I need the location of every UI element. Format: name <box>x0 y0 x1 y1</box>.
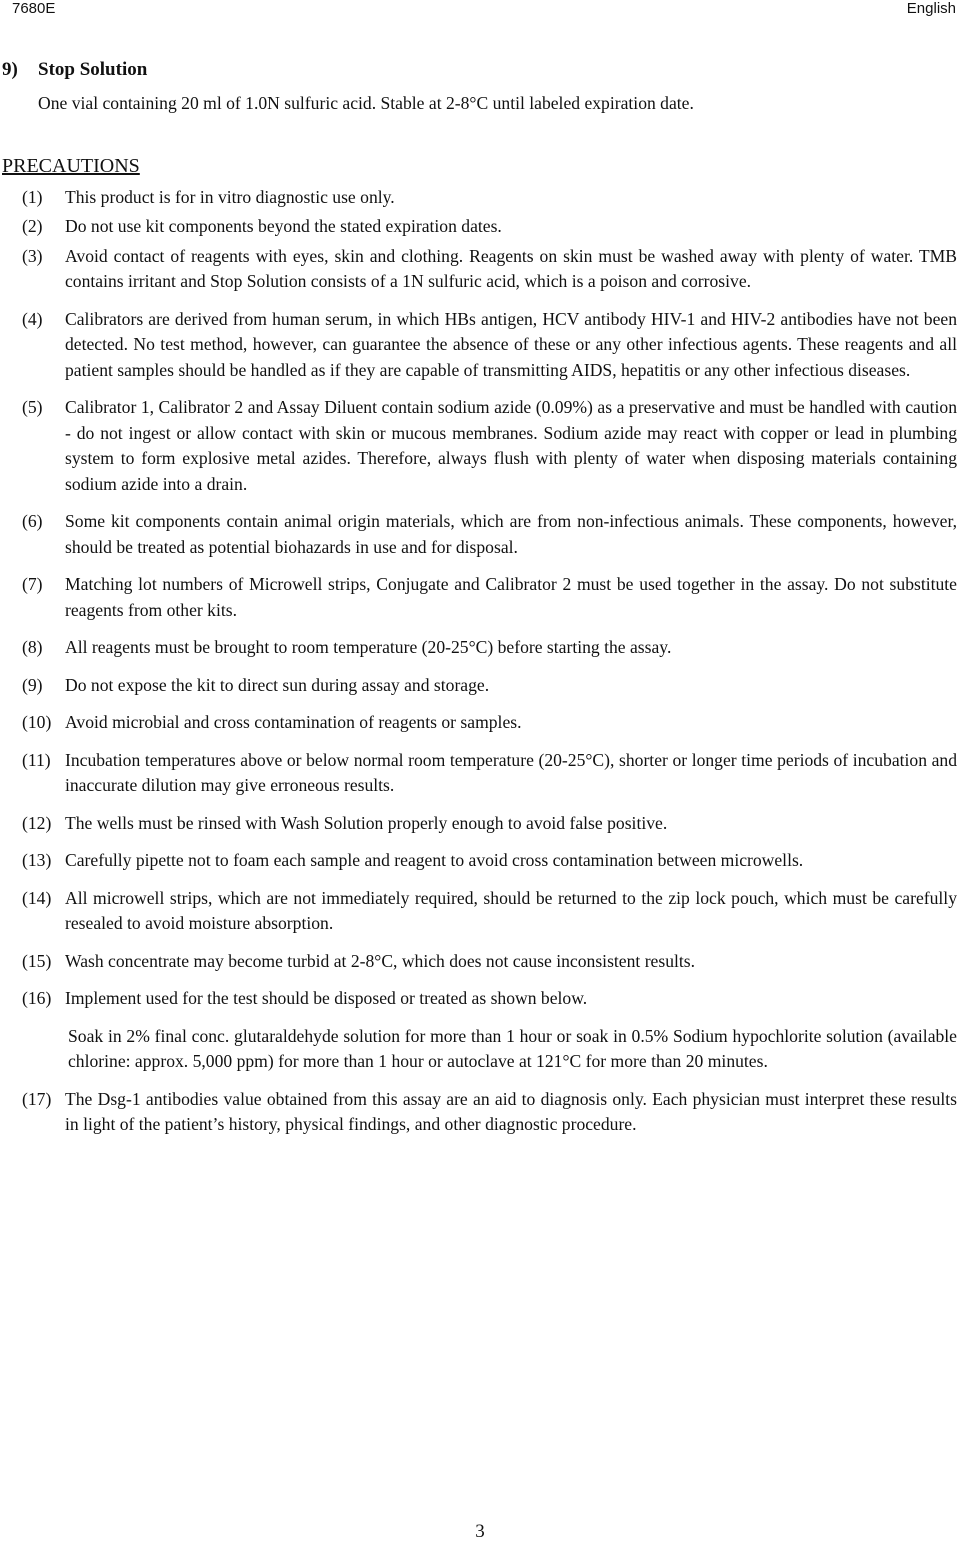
item-number: (3) <box>22 245 43 266</box>
item-text: This product is for in vitro diagnostic use only. <box>65 186 395 207</box>
item-number: (11) <box>22 749 51 770</box>
item-number: (7) <box>22 574 43 594</box>
precaution-item <box>2 748 957 799</box>
precaution-item <box>2 886 957 937</box>
page-number: 3 <box>475 1521 485 1542</box>
precaution-item <box>2 710 957 736</box>
precaution-item <box>2 244 957 295</box>
document-language: English <box>906 0 956 17</box>
disposal-instructions: Soak in 2% final conc. glutaraldehyde solution for more than 1 hour or soak in 0.5% Sodium hypochlorite solution (available chlorine: approx. 5,000 ppm) for more than 1 hour or autoclave at 121°C for more than 20 minutes. <box>68 1025 957 1071</box>
precaution-item <box>2 214 957 240</box>
precaution-item <box>2 811 957 837</box>
page-header <box>0 0 960 22</box>
precaution-item <box>2 635 957 661</box>
item-number: (10) <box>22 712 52 732</box>
item-number: (12) <box>22 812 52 833</box>
document-body <box>2 57 957 1138</box>
item-text: Incubation temperatures above or below normal room temperature (20-25°C), shorter or longer time periods of incubation and inaccurate dilution may give erroneous results. <box>65 749 957 795</box>
stop-solution-heading <box>2 57 957 83</box>
item-text: The Dsg-1 antibodies value obtained from this assay are an aid to diagnosis only. Each physician must interpret these results in light of the patient’s history, physical findings, and other diagnostic procedure. <box>65 1088 957 1134</box>
item-number: (8) <box>22 637 43 657</box>
precaution-item <box>2 307 957 384</box>
precaution-item <box>2 395 957 497</box>
item-number: (9) <box>22 674 43 695</box>
item-text: Calibrators are derived from human serum, in which HBs antigen, HCV antibody HIV-1 and HIV-2 antibodies have not been detected. No test method, however, can guarantee the absence of these or any other infectious agents. These reagents and all patient samples should be handled as if they are capable of transmitting AIDS, hepatitis or any other infectious diseases. <box>65 308 957 380</box>
item-text: Calibrator 1, Calibrator 2 and Assay Diluent contain sodium azide (0.09%) as a preservative and must be handled with caution - do not ingest or allow contact with skin or mucous membranes. Sodium azide may react with copper or lead in plumbing system to form explosive metal azides. Therefore, always flush with plenty of water when disposing materials containing sodium azide into a drain. <box>65 397 957 494</box>
item-text: All microwell strips, which are not immediately required, should be returned to the zip lock pouch, which must be carefully resealed to avoid moisture absorption. <box>65 887 957 933</box>
item-number: (6) <box>22 511 43 531</box>
item-number: (15) <box>22 950 52 971</box>
precaution-item <box>2 572 957 623</box>
item-text: Wash concentrate may become turbid at 2-8°C, which does not cause inconsistent results. <box>65 950 696 971</box>
precaution-item <box>2 986 957 1012</box>
precaution-item <box>2 848 957 874</box>
precaution-item <box>2 949 957 975</box>
item-number: (5) <box>22 397 43 417</box>
item-text: Do not expose the kit to direct sun during assay and storage. <box>65 674 490 695</box>
precaution-item <box>2 185 957 211</box>
item-number: (16) <box>22 988 52 1008</box>
item-number: (1) <box>22 186 43 207</box>
precaution-item <box>2 673 957 699</box>
item-text: All reagents must be brought to room temperature (20-25°C) before starting the assay. <box>65 637 672 657</box>
item-text: Some kit components contain animal origin materials, which are from non-infectious animals. These components, however, should be treated as potential biohazards in use and for disposal. <box>65 511 957 557</box>
item-text: Avoid microbial and cross contamination of reagents or samples. <box>65 712 522 732</box>
item-text: Avoid contact of reagents with eyes, skin and clothing. Reagents on skin must be washed away with plenty of water. TMB contains irritant and Stop Solution consists of a 1N sulfuric acid, which is a poison and corrosive. <box>65 245 957 291</box>
item-number: (2) <box>22 216 43 236</box>
item-number: (13) <box>22 850 52 870</box>
section-number: 9) <box>2 59 18 80</box>
item-text: Matching lot numbers of Microwell strips, Conjugate and Calibrator 2 must be used together in the assay. Do not substitute reagents from other kits. <box>65 574 957 620</box>
item-text: Implement used for the test should be disposed or treated as shown below. <box>65 988 588 1008</box>
precaution-item <box>2 1087 957 1138</box>
item-number: (14) <box>22 887 52 908</box>
item-number: (17) <box>22 1088 52 1109</box>
section-title: Stop Solution <box>38 59 148 80</box>
item-text: The wells must be rinsed with Wash Solution properly enough to avoid false positive. <box>65 812 668 833</box>
item-text: Carefully pipette not to foam each sample and reagent to avoid cross contamination between microwells. <box>65 850 804 870</box>
item-text: Do not use kit components beyond the stated expiration dates. <box>65 216 502 236</box>
stop-solution-text: One vial containing 20 ml of 1.0N sulfuric acid. Stable at 2-8°C until labeled expiration date. <box>38 92 694 113</box>
precaution-item <box>2 509 957 560</box>
precautions-heading: PRECAUTIONS <box>2 155 140 177</box>
document-code: 7680E <box>12 0 56 17</box>
item-number: (4) <box>22 308 43 329</box>
